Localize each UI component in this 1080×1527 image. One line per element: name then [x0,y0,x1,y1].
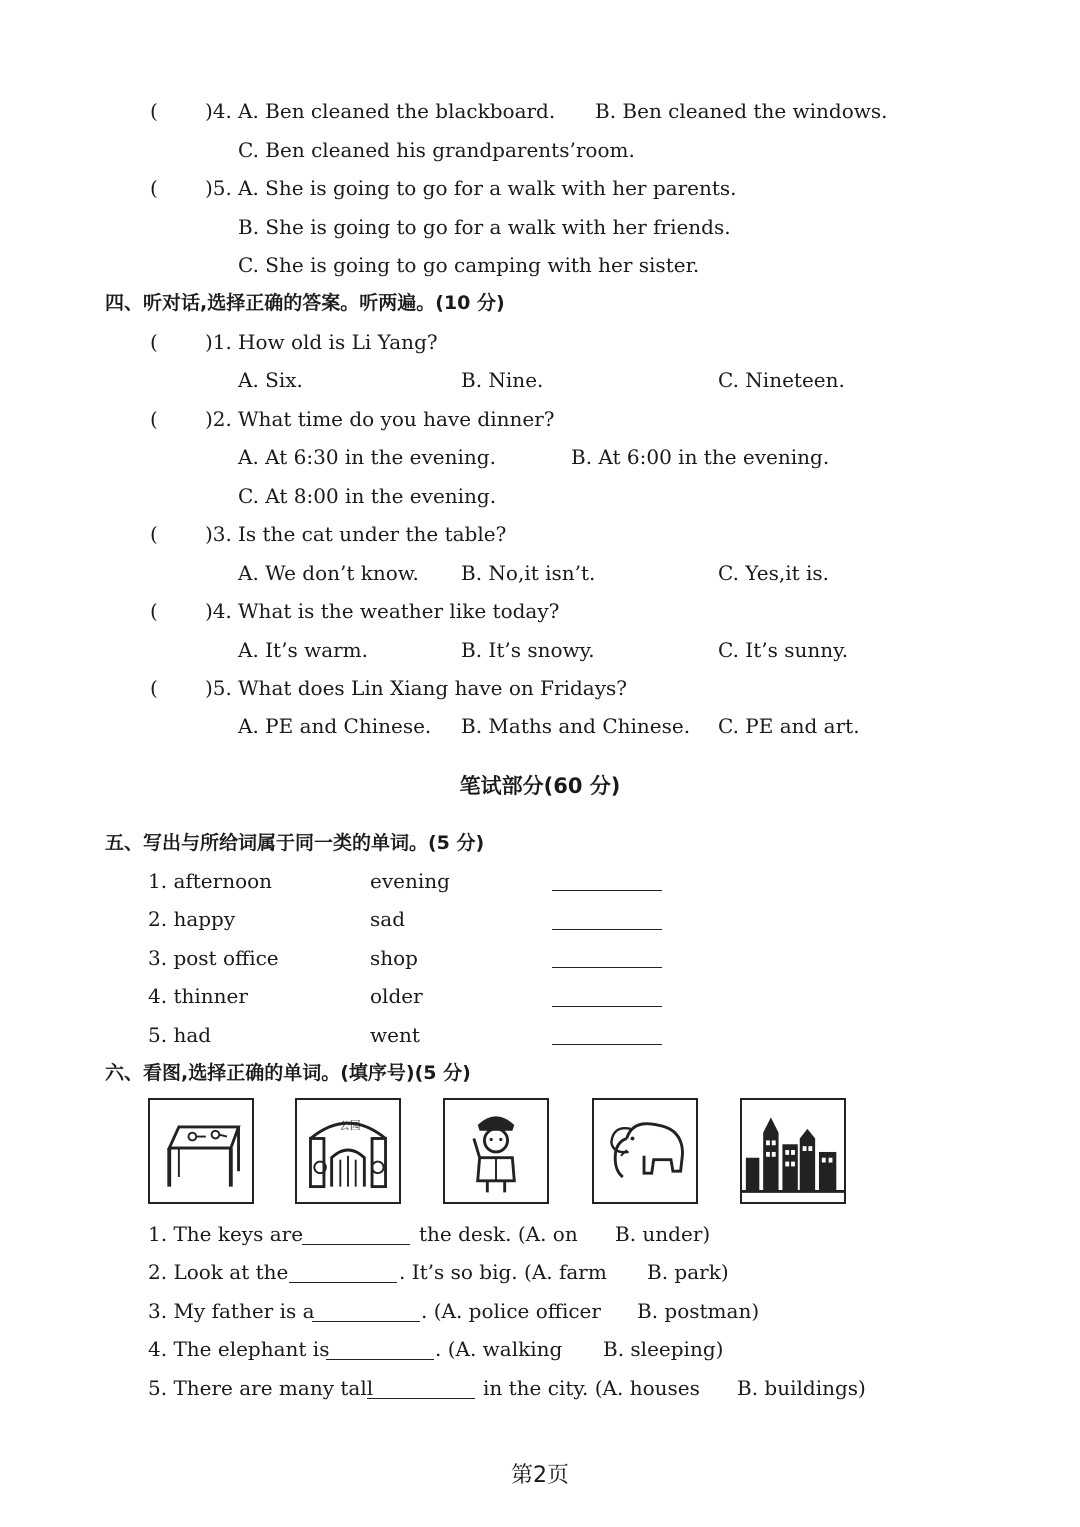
option-c: C. It’s sunny. [718,638,849,662]
sentence-end: in the city. (A. houses [483,1376,700,1400]
park-sign-text: 公园 [339,1119,361,1132]
picture-keys-on-desk [148,1098,254,1204]
sentence-start: 3. My father is a [148,1299,315,1323]
police-officer-icon [445,1100,547,1202]
q-number: )5. [205,676,232,700]
option-a: A. It’s warm. [238,638,368,662]
answer-paren: ( [150,522,158,546]
sentence-end: . (A. police officer [421,1299,601,1323]
word-given: 1. afternoon [148,869,273,893]
word-example: sad [370,907,405,931]
word-example: older [370,984,423,1008]
section-heading: 四、听对话,选择正确的答案。听两遍。(10 分) [105,292,505,314]
option-a: A. She is going to go for a walk with her parents. [238,176,737,200]
picture-police-officer [443,1098,549,1204]
answer-paren: ( [150,599,158,623]
picture-elephant [592,1098,698,1204]
option-c: C. At 8:00 in the evening. [238,484,497,508]
answer-blank[interactable] [552,1044,662,1045]
option-b: B. It’s snowy. [461,638,595,662]
option-b: B. Ben cleaned the windows. [595,99,888,123]
answer-blank[interactable] [289,1282,397,1283]
picture-city-buildings [740,1098,846,1204]
answer-paren: ( [150,676,158,700]
q-number: )5. [205,176,232,200]
option-c: C. She is going to go camping with her sister. [238,253,700,277]
option-a: A. Six. [238,368,303,392]
answer-blank[interactable] [552,929,662,930]
answer-blank[interactable] [326,1359,434,1360]
option-b: B. No,it isn’t. [461,561,596,585]
word-given: 5. had [148,1023,212,1047]
answer-paren: ( [150,99,158,123]
answer-blank[interactable] [312,1321,420,1322]
option-b: B. under) [615,1222,711,1246]
question-text: How old is Li Yang? [238,330,438,354]
answer-blank[interactable] [367,1398,475,1399]
elephant-icon [594,1100,696,1202]
word-example: shop [370,946,418,970]
option-a: A. PE and Chinese. [238,714,432,738]
sentence-end: . (A. walking [435,1337,563,1361]
sentence-start: 2. Look at the [148,1260,289,1284]
word-given: 4. thinner [148,984,248,1008]
desk-keys-icon [150,1100,252,1202]
question-text: Is the cat under the table? [238,522,507,546]
option-c: C. Nineteen. [718,368,845,392]
option-b: B. buildings) [737,1376,866,1400]
q-number: )4. [205,99,232,123]
section-heading: 六、看图,选择正确的单词。(填序号)(5 分) [105,1062,471,1084]
question-text: What does Lin Xiang have on Fridays? [238,676,627,700]
q-number: )4. [205,599,232,623]
option-b: B. Maths and Chinese. [461,714,691,738]
answer-blank[interactable] [302,1244,410,1245]
written-part-heading: 笔试部分(60 分) [459,774,621,798]
q-number: )1. [205,330,232,354]
city-buildings-icon [742,1100,844,1202]
option-c: C. PE and art. [718,714,860,738]
page-number: 第2页 [511,1463,569,1488]
option-b: B. At 6:00 in the evening. [571,445,830,469]
answer-blank[interactable] [552,967,662,968]
option-a: A. At 6:30 in the evening. [238,445,496,469]
sentence-end: the desk. (A. on [419,1222,578,1246]
picture-park [295,1098,401,1204]
q-number: )2. [205,407,232,431]
park-gate-icon [297,1100,399,1202]
answer-paren: ( [150,407,158,431]
option-b: B. She is going to go for a walk with her friends. [238,215,731,239]
answer-paren: ( [150,176,158,200]
section-heading: 五、写出与所给词属于同一类的单词。(5 分) [105,832,485,854]
sentence-start: 4. The elephant is [148,1337,330,1361]
answer-blank[interactable] [552,1006,662,1007]
sentence-end: . It’s so big. (A. farm [399,1260,607,1284]
word-given: 2. happy [148,907,236,931]
option-a: A. We don’t know. [238,561,419,585]
option-c: C. Yes,it is. [718,561,830,585]
option-b: B. postman) [637,1299,760,1323]
sentence-start: 1. The keys are [148,1222,304,1246]
sentence-start: 5. There are many tall [148,1376,374,1400]
answer-blank[interactable] [552,890,662,891]
q-number: )3. [205,522,232,546]
option-b: B. sleeping) [603,1337,724,1361]
word-example: went [370,1023,420,1047]
option-c: C. Ben cleaned his grandparents’room. [238,138,635,162]
option-b: B. Nine. [461,368,544,392]
option-b: B. park) [647,1260,729,1284]
question-text: What time do you have dinner? [238,407,555,431]
word-given: 3. post office [148,946,279,970]
question-text: What is the weather like today? [238,599,560,623]
word-example: evening [370,869,450,893]
option-a: A. Ben cleaned the blackboard. [238,99,556,123]
answer-paren: ( [150,330,158,354]
